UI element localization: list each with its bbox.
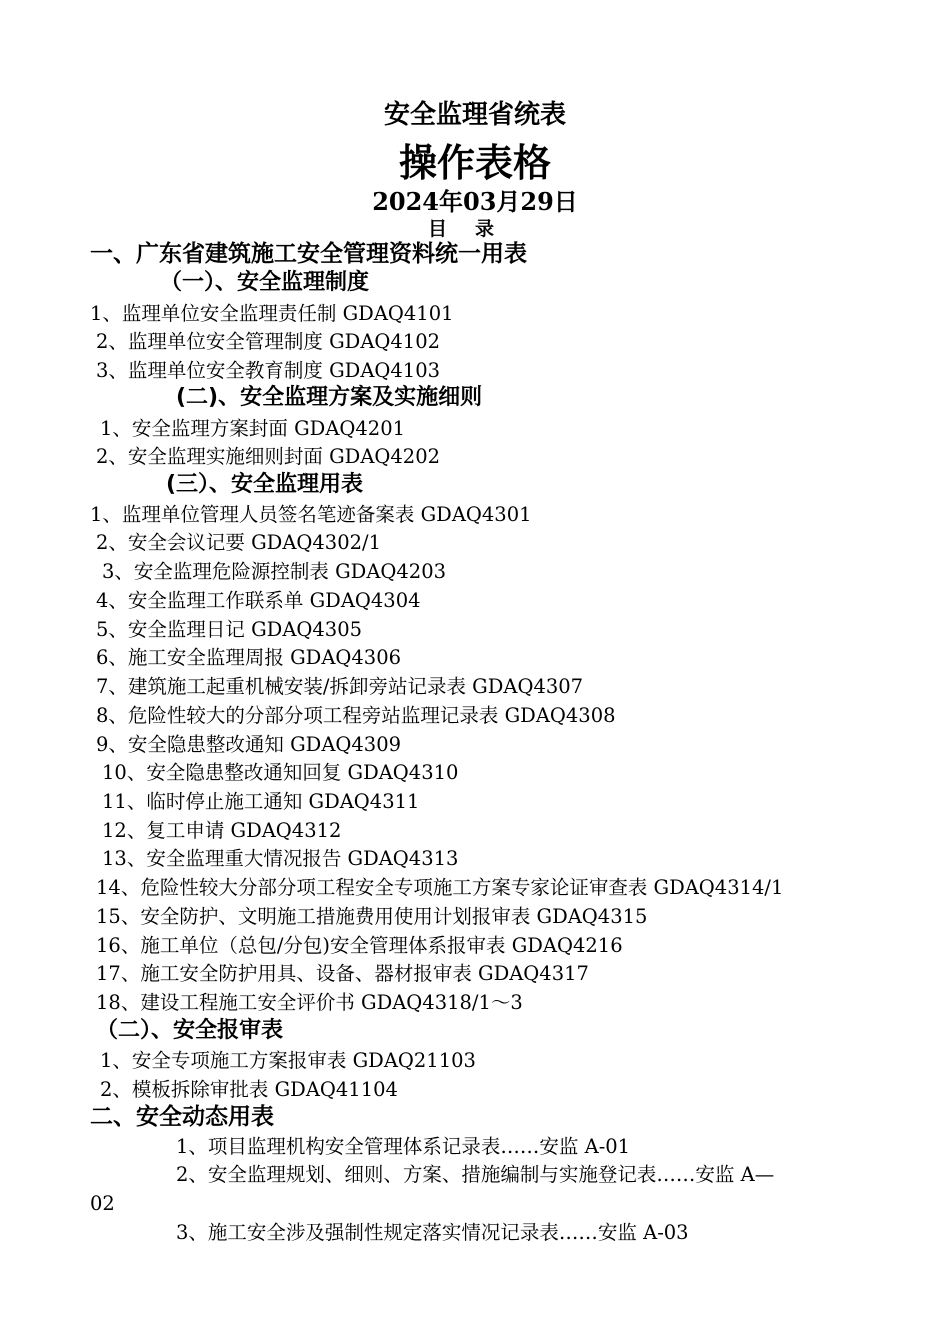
toc-item: 2、安全监理实施细则封面 GDAQ4202 [96, 445, 441, 468]
toc-item: 15、安全防护、文明施工措施费用使用计划报审表 GDAQ4315 [96, 905, 648, 928]
toc-item: 10、安全隐患整改通知回复 GDAQ4310 [102, 761, 459, 784]
toc-item: 11、临时停止施工通知 GDAQ4311 [102, 790, 420, 813]
toc-item: 1、安全专项施工方案报审表 GDAQ21103 [100, 1049, 476, 1072]
doc-title: 安全监理省统表 [383, 100, 566, 130]
toc-item: 2、模板拆除审批表 GDAQ41104 [100, 1078, 398, 1101]
toc-item: 18、建设工程施工安全评价书 GDAQ4318/1～3 [96, 991, 523, 1014]
toc-item: 8、危险性较大的分部分项工程旁站监理记录表 GDAQ4308 [96, 704, 616, 727]
toc-item: 2、安全监理规划、细则、方案、措施编制与实施登记表……安监 A— [176, 1163, 775, 1186]
toc-item: 2、监理单位安全管理制度 GDAQ4102 [96, 330, 441, 353]
toc-item: 4、安全监理工作联系单 GDAQ4304 [96, 589, 421, 612]
subsection-heading: （一）、安全监理制度 [160, 270, 370, 295]
toc-item: 1、监理单位管理人员签名笔迹备案表 GDAQ4301 [90, 503, 532, 526]
doc-date: 2024年03月29日 [372, 187, 578, 216]
toc-item: 1、监理单位安全监理责任制 GDAQ4101 [90, 302, 454, 325]
toc-item: 14、危险性较大分部分项工程安全专项施工方案专家论证审查表 GDAQ4314/1 [96, 876, 784, 899]
toc-item: 1、项目监理机构安全管理体系记录表……安监 A-01 [176, 1135, 631, 1158]
subsection-heading: (二)、安全监理方案及实施细则 [176, 385, 483, 410]
toc-item: 7、建筑施工起重机械安装/拆卸旁站记录表 GDAQ4307 [96, 675, 584, 698]
toc-item: 5、安全监理日记 GDAQ4305 [96, 618, 363, 641]
subsection-heading: (三）、安全监理用表 [166, 472, 364, 497]
toc-item: 02 [90, 1192, 115, 1215]
toc-item: 6、施工安全监理周报 GDAQ4306 [96, 646, 402, 669]
section-heading: 一、广东省建筑施工安全管理资料统一用表 [90, 241, 527, 267]
doc-subtitle: 操作表格 [398, 141, 551, 185]
toc-item: 3、施工安全涉及强制性规定落实情况记录表……安监 A-03 [176, 1221, 689, 1244]
toc-item: 3、安全监理危险源控制表 GDAQ4203 [102, 560, 447, 583]
toc-item: 2、安全会议记要 GDAQ4302/1 [96, 531, 381, 554]
toc-item: 13、安全监理重大情况报告 GDAQ4313 [102, 847, 459, 870]
toc-item: 3、监理单位安全教育制度 GDAQ4103 [96, 359, 441, 382]
toc-item: 17、施工安全防护用具、设备、器材报审表 GDAQ4317 [96, 962, 589, 985]
section-heading: 二、安全动态用表 [90, 1104, 274, 1130]
toc-item: 1、安全监理方案封面 GDAQ4201 [100, 417, 406, 440]
toc-heading: 目录 [427, 218, 522, 240]
toc-item: 16、施工单位（总包/分包)安全管理体系报审表 GDAQ4216 [96, 934, 623, 957]
toc-item: 12、复工申请 GDAQ4312 [102, 819, 342, 842]
subsection-heading: （二）、安全报审表 [96, 1018, 284, 1043]
toc-item: 9、安全隐患整改通知 GDAQ4309 [96, 733, 402, 756]
